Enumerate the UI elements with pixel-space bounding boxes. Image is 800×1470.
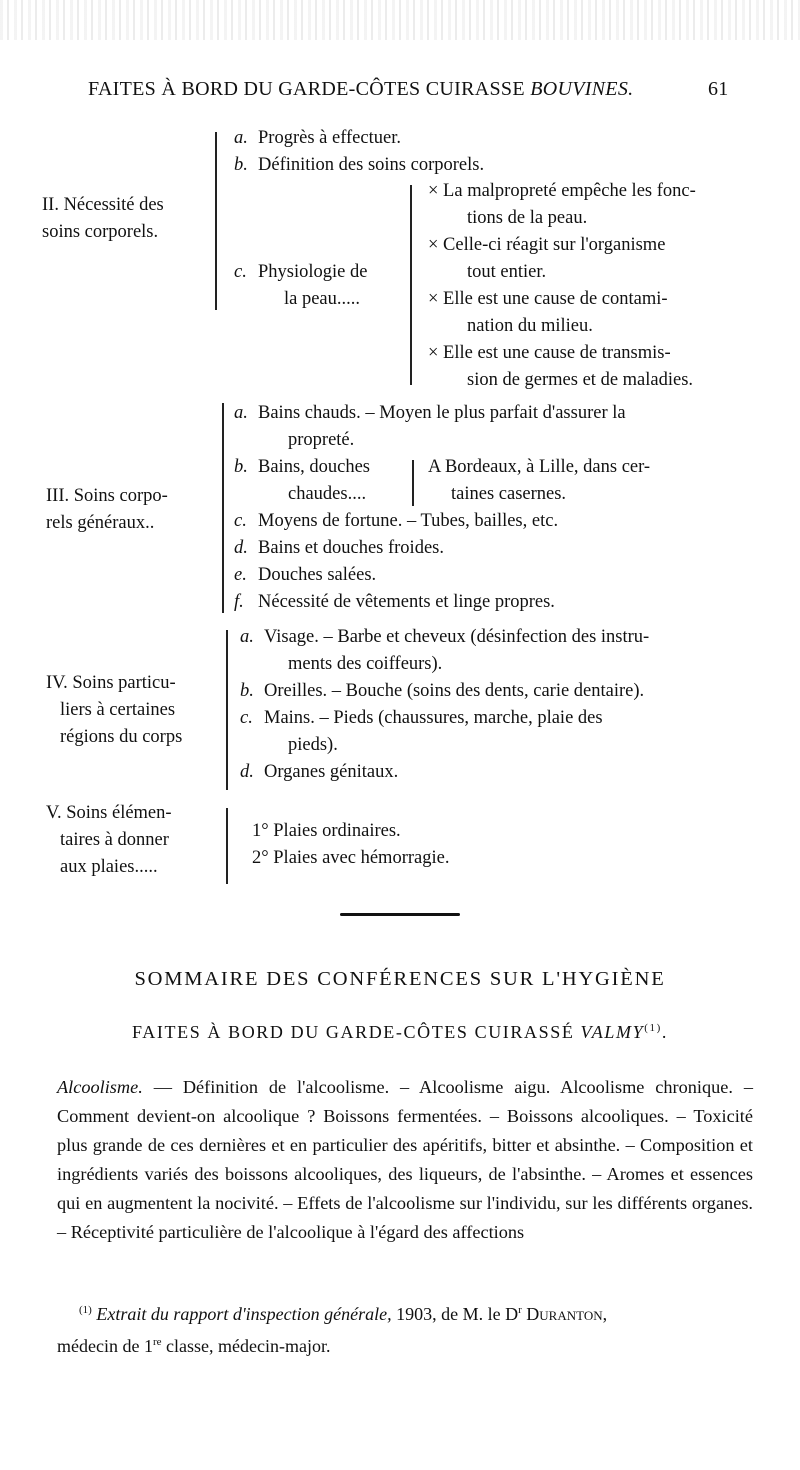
footnote-line1: $^{(1)}$ Extrait du rapport d'inspection générale, 1903, de M. le $D^r$ Duranton, xyxy=(79,1304,608,1324)
paragraph-body: — Définition de l'alcoolisme. – Alcoolisme aigu. Alcoolisme chronique. – Comment devient-on alcoolique ? Boissons fermentées. – Boissons alcooliques. – Toxicité plus grande de ces dernières et en particulier des apéritifs, bitter et absinthe. – Composition et ingrédients variés des boissons alcooliques, des liqueurs, de l'absinthe. – Aromes et essences qui en augmentent la nocivité. – Effets de l'alcoolisme sur l'individu, sur les différents organes. – Réceptivité particulière de l'alcoolique à l'égard des affections xyxy=(57,1077,753,1242)
section-iii-item-c xyxy=(234,511,558,532)
physio-point-1-l2: tions de la peau. xyxy=(467,208,588,228)
section-iv-title-line3: régions du corps xyxy=(60,727,183,747)
section-iii-title xyxy=(46,483,168,537)
physio-point-2-l1: × Celle-ci réagit sur l'organisme xyxy=(428,235,666,255)
item-letter: d. xyxy=(234,538,248,558)
section-v-title-line1: V. Soins élémen- xyxy=(46,803,172,823)
footnote-l2a: médecin de 1 xyxy=(57,1336,153,1356)
item-text: Physiologie de xyxy=(258,262,368,282)
section-iv-brace xyxy=(226,630,228,790)
section-iii-item-a-line2: propreté. xyxy=(288,430,355,450)
physio-point-2-l2: tout entier. xyxy=(467,262,547,282)
footnote xyxy=(57,1296,757,1360)
footnote-year: 1903, de M. le D xyxy=(391,1304,519,1324)
section-iv-item-c-line2: pieds). xyxy=(288,735,338,755)
paragraph-head: Alcoolisme. xyxy=(57,1077,143,1097)
item-letter: b. xyxy=(234,155,248,175)
section-iii-brace xyxy=(222,403,224,613)
physio-point-3-l2: nation du milieu. xyxy=(467,316,593,336)
section-iv-title xyxy=(46,670,182,751)
section-iii-item-d xyxy=(234,538,444,559)
item-letter: a. xyxy=(234,403,248,423)
section-iv-item-b xyxy=(240,681,644,702)
item-letter: c. xyxy=(234,262,247,282)
section-ii-title-line2: soins corporels. xyxy=(42,222,159,242)
section-ii-brace xyxy=(215,132,217,310)
item-text: Progrès à effectuer. xyxy=(258,128,401,148)
section-ii-item-c-line2: la peau..... xyxy=(284,289,361,309)
section-v-item-2: 2° Plaies avec hémorragie. xyxy=(252,848,450,868)
section-iv-item-a-line2: ments des coiffeurs). xyxy=(288,654,443,674)
section-iii-b-brace xyxy=(412,460,414,506)
item-text: Douches salées. xyxy=(258,565,377,585)
page-number: 61 xyxy=(708,78,729,100)
section-v-brace xyxy=(226,808,228,884)
section-separator xyxy=(340,913,460,916)
sommaire-title: SOMMAIRE DES CONFÉRENCES SUR L'HYGIÈNE xyxy=(134,968,666,990)
section-iv-item-a xyxy=(240,627,649,648)
section-v-title-line3: aux plaies..... xyxy=(60,857,158,877)
section-v-item-1: 1° Plaies ordinaires. xyxy=(252,821,401,841)
section-iv-item-c xyxy=(240,708,603,729)
footnote-ref: (1) xyxy=(644,1022,662,1034)
item-letter: d. xyxy=(240,762,254,782)
section-iii-item-b xyxy=(234,457,370,478)
running-title: FAITES À BORD DU GARDE-CÔTES CUIRASSE xyxy=(88,78,525,100)
section-ii-title xyxy=(42,192,164,246)
section-v-title-line2: taires à donner xyxy=(60,830,169,850)
item-letter: c. xyxy=(234,511,247,531)
ship-name: BOUVINES. xyxy=(530,78,634,100)
sommaire-subtitle: FAITES À BORD DU GARDE-CÔTES CUIRASSÉ VALMY$^{(1)}$. xyxy=(132,1022,668,1042)
item-text: Oreilles. – Bouche (soins des dents, carie dentaire). xyxy=(264,681,645,701)
section-v-title xyxy=(46,800,172,881)
item-text: Moyens de fortune. – Tubes, bailles, etc. xyxy=(258,511,559,531)
physio-point-1-l1: × La malpropreté empêche les fonc- xyxy=(428,181,696,201)
item-text: Nécessité de vêtements et linge propres. xyxy=(258,592,555,612)
footnote-name: Duranton xyxy=(526,1304,603,1324)
section-iii-item-b-line2: chaudes.... xyxy=(288,484,367,504)
section-ii-item-c xyxy=(234,262,367,283)
footnote-mark: (1) xyxy=(79,1304,92,1316)
item-text: Mains. – Pieds (chaussures, marche, plaie des xyxy=(264,708,603,728)
section-iii-item-a xyxy=(234,403,626,424)
item-letter: b. xyxy=(240,681,254,701)
section-ii-title-line1: II. Nécessité des xyxy=(42,195,164,215)
section-iii-item-b-right1: A Bordeaux, à Lille, dans cer- xyxy=(428,457,651,477)
section-iii-title-line2: rels généraux.. xyxy=(46,513,155,533)
item-letter: e. xyxy=(234,565,247,585)
item-text: Visage. – Barbe et cheveux (désinfection des instru- xyxy=(264,627,650,647)
section-iv-item-d xyxy=(240,762,398,783)
footnote-l2-sup: re xyxy=(152,1336,162,1348)
subtitle-ship: VALMY xyxy=(580,1022,645,1042)
section-iii-item-b-right2: taines casernes. xyxy=(451,484,567,504)
section-iii-item-e xyxy=(234,565,376,586)
item-letter: a. xyxy=(240,627,254,647)
physio-point-4-l2: sion de germes et de maladies. xyxy=(467,370,694,390)
item-text: Bains chauds. – Moyen le plus parfait d'assurer la xyxy=(258,403,626,423)
footnote-dr-sup: r xyxy=(518,1304,522,1316)
alcoolisme-paragraph xyxy=(57,1073,753,1247)
section-iii-item-f xyxy=(234,592,555,613)
footnote-italic: Extrait du rapport d'inspection générale, xyxy=(96,1304,392,1324)
section-ii-item-a xyxy=(234,128,401,149)
physio-point-3-l1: × Elle est une cause de contami- xyxy=(428,289,668,309)
running-header xyxy=(88,78,729,101)
footnote-l2b: classe, médecin-major. xyxy=(161,1336,331,1356)
footnote-line2 xyxy=(57,1328,757,1360)
subtitle-text: FAITES À BORD DU GARDE-CÔTES CUIRASSÉ xyxy=(132,1022,575,1042)
item-text: Organes génitaux. xyxy=(264,762,399,782)
item-text: Définition des soins corporels. xyxy=(258,155,485,175)
section-ii-item-b xyxy=(234,155,484,176)
item-text: Bains, douches xyxy=(258,457,371,477)
item-text: Bains et douches froides. xyxy=(258,538,444,558)
section-iii-title-line1: III. Soins corpo- xyxy=(46,486,168,506)
physio-point-4-l1: × Elle est une cause de transmis- xyxy=(428,343,671,363)
section-ii-c-brace xyxy=(410,185,412,385)
scan-noise xyxy=(0,0,800,40)
section-iv-title-line1: IV. Soins particu- xyxy=(46,673,176,693)
item-letter: c. xyxy=(240,708,253,728)
section-iv-title-line2: liers à certaines xyxy=(60,700,176,720)
item-letter: a. xyxy=(234,128,248,148)
item-letter: b. xyxy=(234,457,248,477)
item-letter: f. xyxy=(234,592,244,612)
